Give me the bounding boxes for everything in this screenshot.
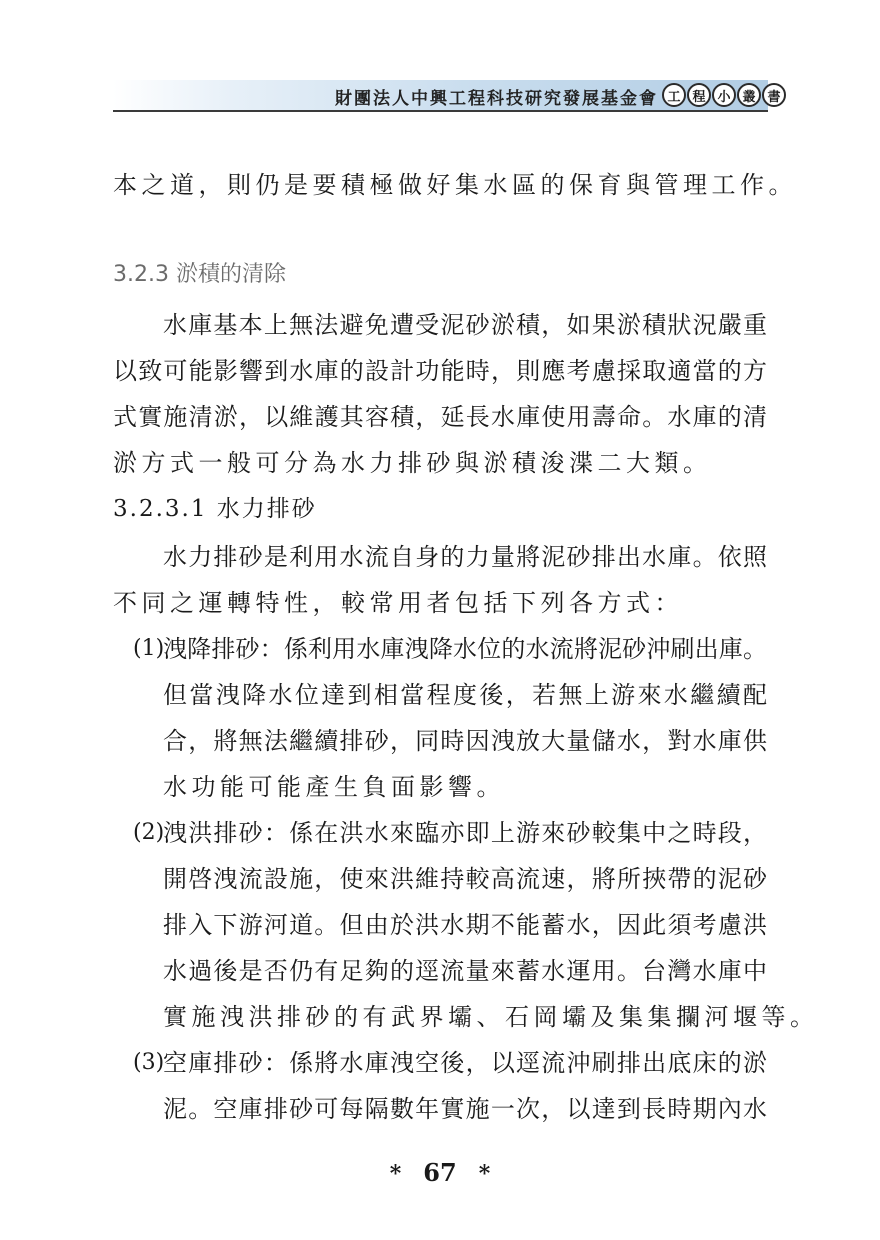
series-badge-1: 工	[662, 83, 686, 107]
paragraph-1-line-1: 水庫基本上無法避免遭受泥砂淤積，如果淤積狀況嚴重	[163, 311, 767, 339]
subsection-heading: 3.2.3.1 水力排砂	[113, 496, 317, 522]
list-item-2-line-2: 開啓洩流設施，使來洪維持較高流速，將所挾帶的泥砂	[163, 865, 767, 893]
list-item-1-line-2: 但當洩降水位達到相當程度後，若無上游來水繼續配	[163, 681, 767, 709]
list-item-2-line-4: 水過後是否仍有足夠的逕流量來蓄水運用。台灣水庫中	[163, 957, 767, 985]
series-title-badges	[662, 83, 786, 107]
paragraph-1-line-2: 以致可能影響到水庫的設計功能時，則應考慮採取適當的方	[113, 357, 767, 385]
page-footer	[0, 1158, 880, 1187]
page-number: 67	[423, 1158, 457, 1187]
list-marker-3: (3)	[133, 1050, 165, 1075]
footer-star-left: *	[389, 1161, 402, 1187]
list-item-2-line-5: 實施洩洪排砂的有武界壩、石岡壩及集集攔河堰等。	[163, 1003, 819, 1031]
series-badge-3: 小	[712, 83, 736, 107]
list-item-2-line-1: 洩洪排砂：係在洪水來臨亦即上游來砂較集中之時段，	[163, 819, 767, 847]
list-marker-2: (2)	[133, 820, 165, 845]
paragraph-1-line-3: 式實施清淤，以維護其容積，延長水庫使用壽命。水庫的清	[113, 403, 767, 431]
paragraph-1-line-4: 淤方式一般可分為水力排砂與淤積浚渫二大類。	[113, 449, 712, 477]
series-badge-4: 叢	[737, 83, 761, 107]
list-item-1-line-1: 洩降排砂：係利用水庫洩降水位的水流將泥砂沖刷出庫。	[163, 635, 767, 663]
list-item-1-line-3: 合，將無法繼續排砂，同時因洩放大量儲水，對水庫供	[163, 727, 767, 755]
intro-line: 本之道，則仍是要積極做好集水區的保育與管理工作。	[113, 171, 797, 199]
footer-star-right: *	[478, 1161, 491, 1187]
list-item-1-line-4: 水功能可能產生負面影響。	[163, 773, 505, 801]
series-badge-2: 程	[687, 83, 711, 107]
series-badge-5: 書	[762, 83, 786, 107]
list-marker-1: (1)	[133, 636, 165, 661]
list-item-3-line-1: 空庫排砂：係將水庫洩空後，以逕流沖刷排出底床的淤	[163, 1049, 767, 1077]
header-organization: 財團法人中興工程科技研究發展基金會	[335, 89, 658, 109]
header-rule	[113, 110, 768, 112]
section-heading: 3.2.3 淤積的清除	[113, 262, 286, 287]
paragraph-2-line-2: 不同之運轉特性，較常用者包括下列各方式：	[113, 589, 683, 617]
list-item-3-line-2: 泥。空庫排砂可每隔數年實施一次，以達到長時期內水	[163, 1095, 767, 1123]
list-item-2-line-3: 排入下游河道。但由於洪水期不能蓄水，因此須考慮洪	[163, 911, 767, 939]
paragraph-2-line-1: 水力排砂是利用水流自身的力量將泥砂排出水庫。依照	[163, 543, 767, 571]
